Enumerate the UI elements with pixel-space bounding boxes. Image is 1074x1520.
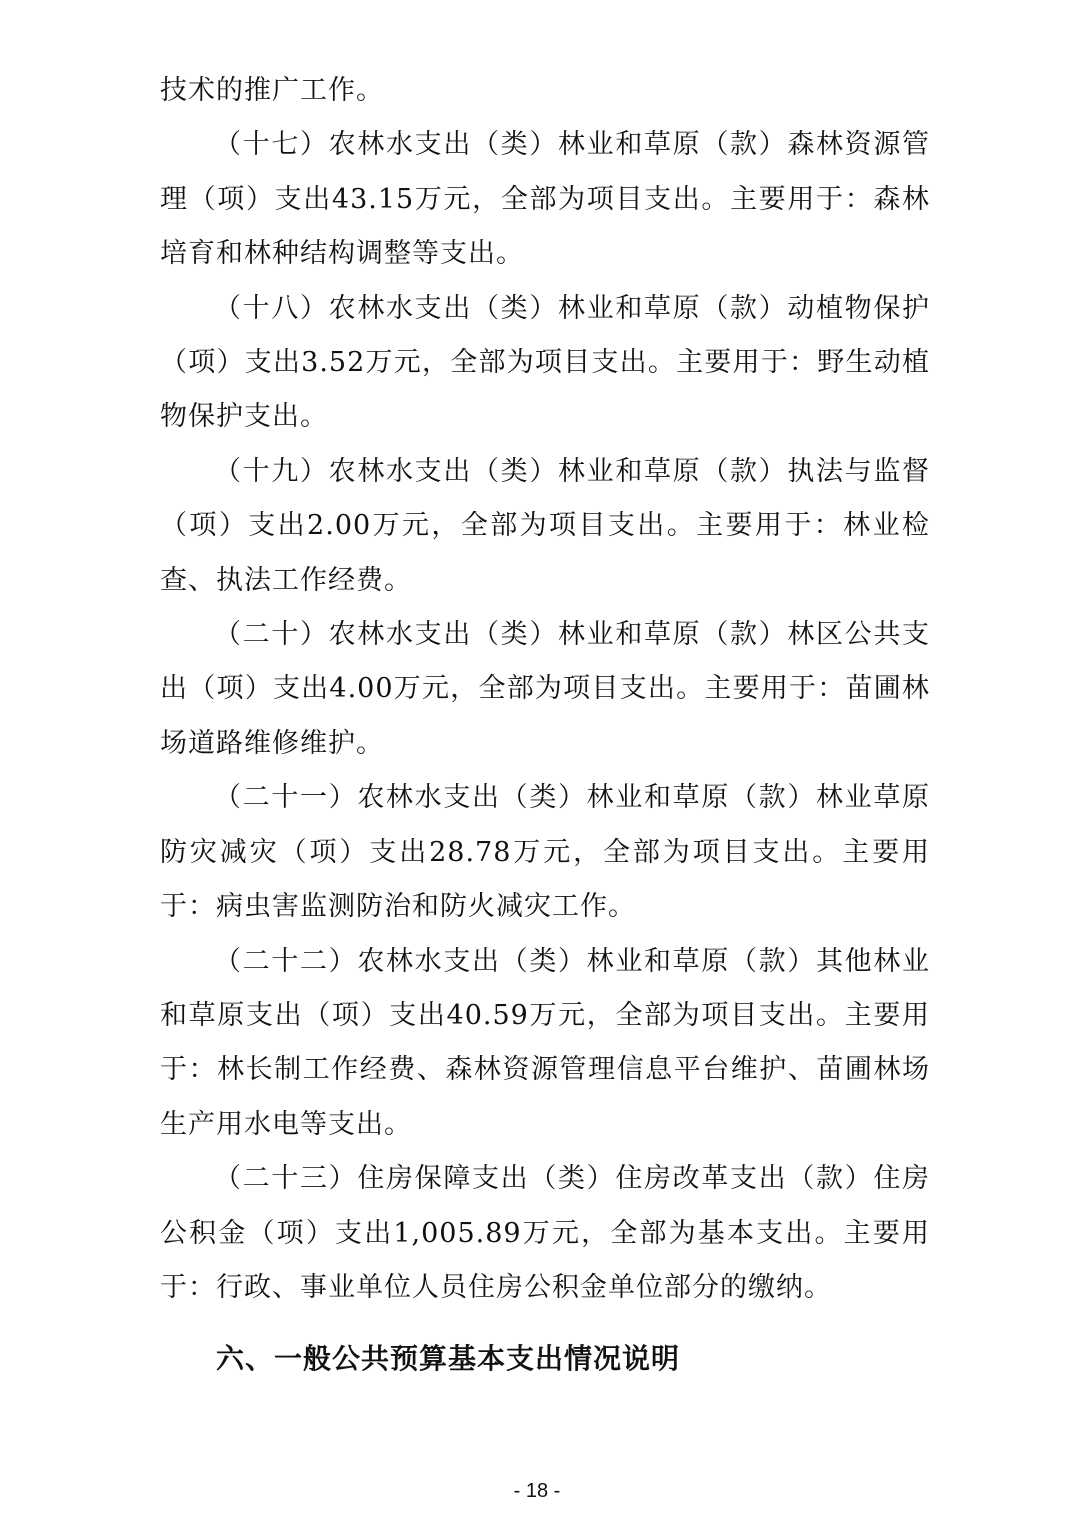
paragraph-item-17: （十七）农林水支出（类）林业和草原（款）森林资源管理（项）支出43.15万元，全部为项目支出。主要用于：森林培育和林种结构调整等支出。 bbox=[160, 129, 930, 270]
document-body bbox=[160, 64, 930, 1315]
paragraph-item-20: （二十）农林水支出（类）林业和草原（款）林区公共支出（项）支出4.00万元，全部为项目支出。主要用于：苗圃林场道路维修维护。 bbox=[160, 619, 930, 759]
page-number: - 18 - bbox=[513, 1480, 561, 1502]
section-heading: 六、一般公共预算基本支出情况说明 bbox=[216, 1342, 681, 1375]
paragraph-item-22: （二十二）农林水支出（类）林业和草原（款）其他林业和草原支出（项）支出40.59万元，全部为项目支出。主要用于：林长制工作经费、森林资源管理信息平台维护、苗圃林场生产用水电等支出。 bbox=[160, 945, 930, 1140]
paragraph-item-19: （十九）农林水支出（类）林业和草原（款）执法与监督（项）支出2.00万元，全部为项目支出。主要用于：林业检查、执法工作经费。 bbox=[160, 455, 930, 596]
paragraph-item-18: （十八）农林水支出（类）林业和草原（款）动植物保护（项）支出3.52万元，全部为项目支出。主要用于：野生动植物保护支出。 bbox=[160, 292, 930, 433]
paragraph-item-23: （二十三）住房保障支出（类）住房改革支出（款）住房公积金（项）支出1,005.89万元，全部为基本支出。主要用于：行政、事业单位人员住房公积金单位部分的缴纳。 bbox=[160, 1163, 930, 1303]
paragraph-item-21: （二十一）农林水支出（类）林业和草原（款）林业草原防灾减灾（项）支出28.78万元，全部为项目支出。主要用于：病虫害监测防治和防火减灾工作。 bbox=[160, 782, 930, 923]
paragraph-continuation: 技术的推广工作。 bbox=[160, 75, 384, 106]
